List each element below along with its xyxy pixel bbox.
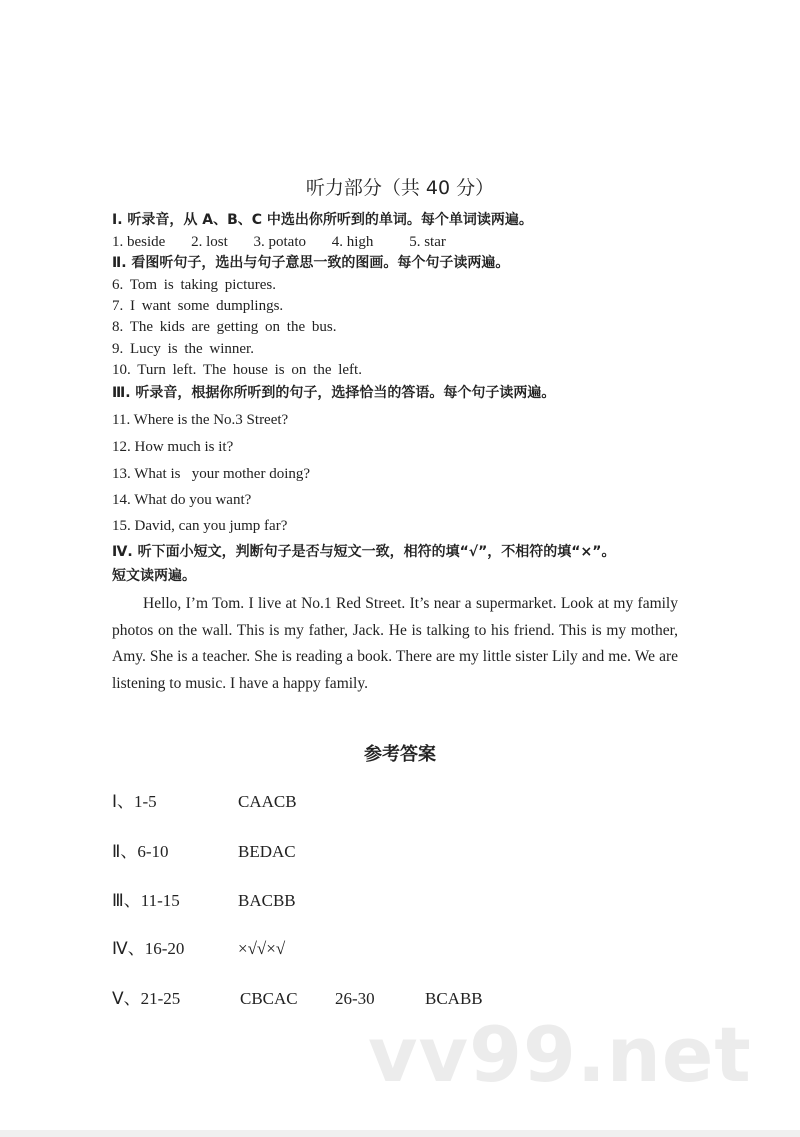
sentence-item: 10. Turn left. The house is on the left. [112, 362, 362, 378]
question-item: 11. Where is the No.3 Street? [112, 412, 289, 428]
question-item: 15. David, can you jump far? [112, 518, 288, 534]
sentence-item: 8. The kids are getting on the bus. [112, 319, 337, 335]
answers-title: 参考答案 [364, 744, 436, 765]
answer-value: BEDAC [238, 842, 296, 861]
section-3-heading: Ⅲ. 听录音，根据你所听到的句子，选择恰当的答语。每个句子读两遍。 [112, 385, 556, 401]
section-1-words [112, 232, 468, 252]
answer-value: CBCAC [240, 989, 298, 1008]
answer-value: BCABB [425, 989, 483, 1008]
answer-label: Ⅱ、6-10 [112, 842, 169, 861]
section-2-heading: Ⅱ. 看图听句子，选出与句子意思一致的图画。每个句子读两遍。 [112, 255, 510, 271]
watermark: vv99.net [368, 1010, 752, 1099]
answer-label: Ⅰ、1-5 [112, 792, 157, 811]
sentence-item: 7. I want some dumplings. [112, 298, 284, 314]
word-item: 4. high [331, 234, 374, 250]
question-item: 14. What do you want? [112, 492, 252, 508]
answer-value: ×√√×√ [238, 939, 286, 958]
answer-label: Ⅴ、21-25 [112, 989, 181, 1008]
section-4-heading: Ⅳ. 听下面小短文，判断句子是否与短文一致，相符的填“√”，不相符的填“×”。 [112, 544, 616, 560]
answer-label: Ⅲ、11-15 [112, 891, 180, 910]
passage: Hello, I’m Tom. I live at No.1 Red Street. It’s near a supermarket. Look at my family photos on the wall. This is my father, Jack. He is talking to his friend. This is my mother, Amy. She is a teacher. She is reading a book. There are my little sister Lily and me. We are listening to music. I have a happy family. [112, 595, 678, 692]
sentence-item: 9. Lucy is the winner. [112, 341, 254, 357]
section-4-heading-cont: 短文读两遍。 [112, 568, 196, 584]
word-item: 2. lost [191, 234, 228, 250]
question-item: 13. What is your mother doing? [112, 466, 311, 482]
answer-label: Ⅳ、16-20 [112, 939, 185, 958]
answer-value: CAACB [238, 792, 297, 811]
answer-value: BACBB [238, 891, 296, 910]
section-1-heading: Ⅰ. 听录音，从 A、B、C 中选出你所听到的单词。每个单词读两遍。 [112, 212, 533, 228]
word-item: 1. beside [112, 234, 166, 250]
page-bottom-edge [0, 1130, 800, 1137]
section-title: 听力部分（共 40 分） [305, 177, 495, 199]
answer-label: 26-30 [335, 989, 375, 1008]
sentence-item: 6. Tom is taking pictures. [112, 277, 276, 293]
word-item: 5. star [409, 234, 446, 250]
word-item: 3. potato [253, 234, 307, 250]
question-item: 12. How much is it? [112, 439, 234, 455]
